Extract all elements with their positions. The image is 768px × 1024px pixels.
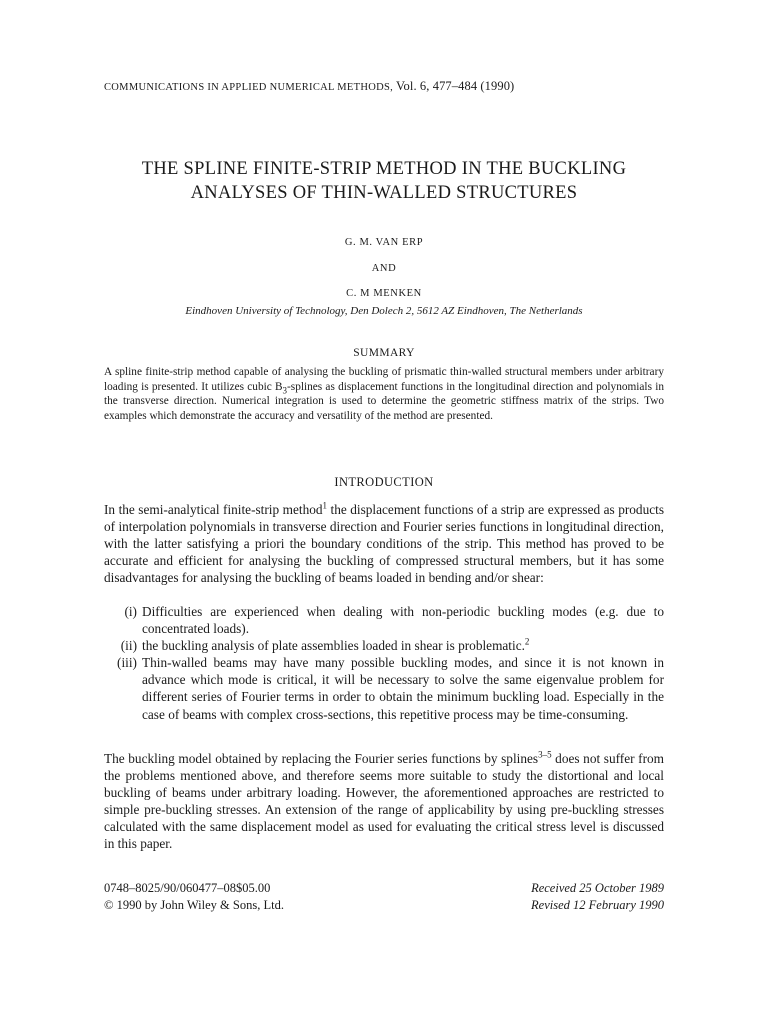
paper-title-line-2: ANALYSES OF THIN-WALLED STRUCTURES xyxy=(190,183,578,203)
summary-heading: SUMMARY xyxy=(353,347,415,359)
publication-code: 0748–8025/90/060477–08$05.00 xyxy=(104,881,271,895)
summary-text-part-2: -splines as displacement functions in the longitudinal direction and polynomials in the transverse direction. Numerical integration is used to determine the geometric stiffness matrix of the strips. Two examples which demonstrate the accuracy and versatility of the method are presented. xyxy=(104,380,664,422)
copyright-notice: © 1990 by John Wiley & Sons, Ltd. xyxy=(104,898,284,912)
intro-p1-text-b: the displacement functions of a strip are expressed as products of interpolation polynomials in transverse direction and Fourier series functions in longitudinal direction, with the latter satisfying a priori the boundary conditions of the strip. This method has proved to be accurate and efficient for analysing the buckling of compressed structural members, but it has some disadvantages for analysing the buckling of beams loaded in bending and/or shear: xyxy=(104,502,664,586)
intro-p1-citation: 1 xyxy=(322,500,328,511)
introduction-paragraph-1 xyxy=(104,501,664,586)
summary-subscript: 3 xyxy=(282,384,288,395)
journal-name: COMMUNICATIONS IN APPLIED NUMERICAL METHODS, xyxy=(104,82,394,93)
list-item-text: Difficulties are experienced when dealing with non-periodic buckling modes (e.g. due to concentrated loads). xyxy=(142,604,664,637)
summary-abstract xyxy=(104,365,664,423)
disadvantages-list xyxy=(104,603,664,723)
author-conjunction: AND xyxy=(371,263,397,274)
list-item-text: the buckling analysis of plate assemblies loaded in shear is problematic. xyxy=(142,638,525,654)
introduction-heading: INTRODUCTION xyxy=(334,475,434,489)
intro-p2-text-a: The buckling model obtained by replacing the Fourier series functions by splines xyxy=(104,751,539,766)
received-date: Received 25 October 1989 xyxy=(531,881,664,895)
summary-text-part-1: A spline finite-strip method capable of analysing the buckling of prismatic thin-walled structural members under arbitrary loading is presented. It utilizes cubic B xyxy=(104,366,664,393)
list-item xyxy=(104,603,664,637)
author-affiliation: Eindhoven University of Technology, Den Dolech 2, 5612 AZ Eindhoven, The Netherlands xyxy=(185,305,583,317)
paper-title-line-1: THE SPLINE FINITE-STRIP METHOD IN THE BUCKLING xyxy=(141,159,627,179)
intro-p1-text-a: In the semi-analytical finite-strip method xyxy=(104,502,323,517)
list-item-citation: 2 xyxy=(524,636,530,647)
list-item-text: Thin-walled beams may have many possible buckling modes, and since it is not known in advance which mode is critical, it will be necessary to solve the same eigenvalue problem for different series of Fourier terms in order to obtain the minimum buckling load. Especially in the case of beams with complex cross-sections, this repetitive process may be time-consuming. xyxy=(142,655,664,722)
intro-p2-citation: 3–5 xyxy=(538,749,552,760)
intro-p2-text-b: does not suffer from the problems mentioned above, and therefore seems more suitable to study the distortional and local buckling of beams under arbitrary loading. However, the aforementioned approaches are restricted to simple pre-buckling stresses. An extension of the range of applicability by using pre-buckling stresses calculated with the same displacement model as used for evaluating the critical stress level is discussed in this paper. xyxy=(104,751,664,852)
author-2: C. M MENKEN xyxy=(346,288,422,299)
journal-header xyxy=(104,79,664,94)
paper-title xyxy=(100,157,668,205)
author-1: G. M. VAN ERP xyxy=(344,237,424,248)
list-item xyxy=(104,637,664,654)
journal-volume-pages: Vol. 6, 477–484 (1990) xyxy=(396,79,515,93)
list-item-marker: (ii) xyxy=(120,638,137,654)
introduction-paragraph-2 xyxy=(104,750,664,853)
publication-info xyxy=(104,880,284,914)
list-item-marker: (i) xyxy=(124,604,137,619)
revised-date: Revised 12 February 1990 xyxy=(531,898,664,912)
submission-dates xyxy=(531,880,664,914)
list-item-marker: (iii) xyxy=(117,655,137,671)
list-item xyxy=(104,654,664,722)
